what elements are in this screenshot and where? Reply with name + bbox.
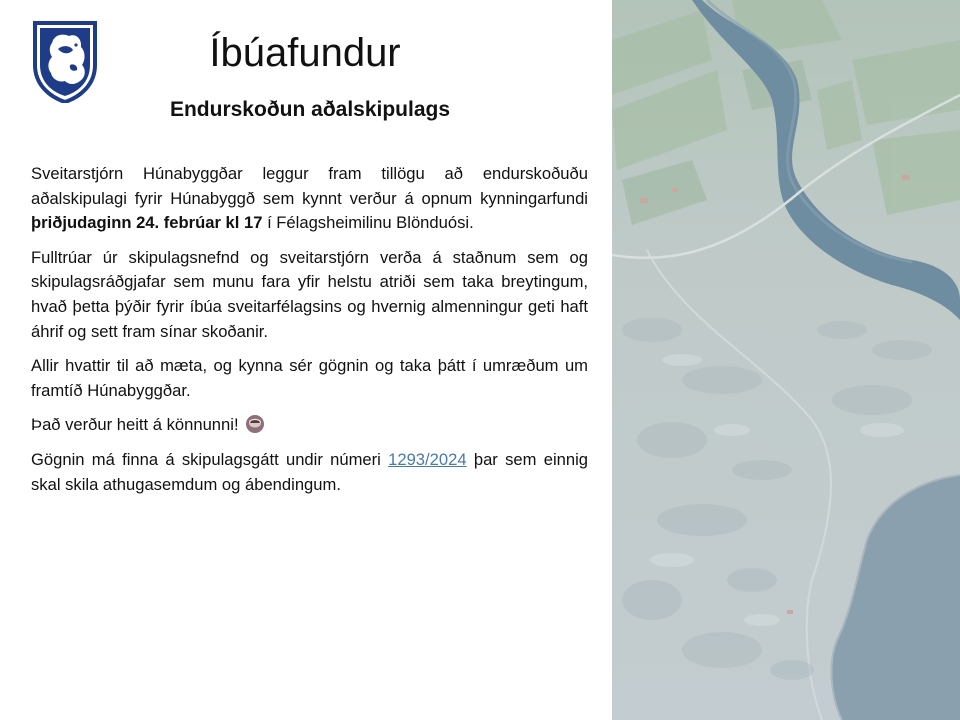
paragraph-text: Það verður heitt á könnunni! [31,415,239,435]
paragraph-invitation: Allir hvattir til að mæta, og kynna sér gögnin og taka þátt í umræðum um framtíð Húnabyggðar. [31,356,588,400]
paragraph-text: Gögnin má finna á skipulagsgátt undir númeri [31,449,389,469]
page-subtitle: Endurskoðun aðalskipulags [169,98,451,121]
case-number-link[interactable]: 1293/2024 [388,449,467,469]
paragraph-text: þar sem einnig skal skila athugasemdum og ábendingum. [31,449,588,494]
body-text [31,162,588,507]
paragraph-attendees: Fulltrúar úr skipulagsnefnd og sveitarstjórn verða á staðnum sem og skipulagsráðgjafar sem munu fara yfir helstu atriði sem taka breytingum, hvað þetta þýðir fyrir íbúa sveitarfélagsins og hvernig almenningur geti haft áhrif og sett fram sínar skoðanir. [31,247,588,341]
page-title: Íbúafundur [209,31,401,75]
coffee-cup-icon [245,414,265,434]
aerial-map-image [612,0,960,720]
polar-bear-shield-icon [32,21,98,103]
meeting-date: þriðjudaginn 24. febrúar kl 17 [31,213,263,233]
paragraph-coffee [31,413,588,438]
paragraph-text: Sveitarstjórn Húnabyggðar leggur fram tillögu að endurskoðuðu aðalskipulagi fyrir Húnabyggð sem kynnt verður á opnum kynningarfundi [31,164,588,208]
paragraph-meeting [31,162,588,236]
paragraph-documents [31,448,588,497]
paragraph-text: í Félagsheimilinu Blönduósi. [262,213,474,233]
